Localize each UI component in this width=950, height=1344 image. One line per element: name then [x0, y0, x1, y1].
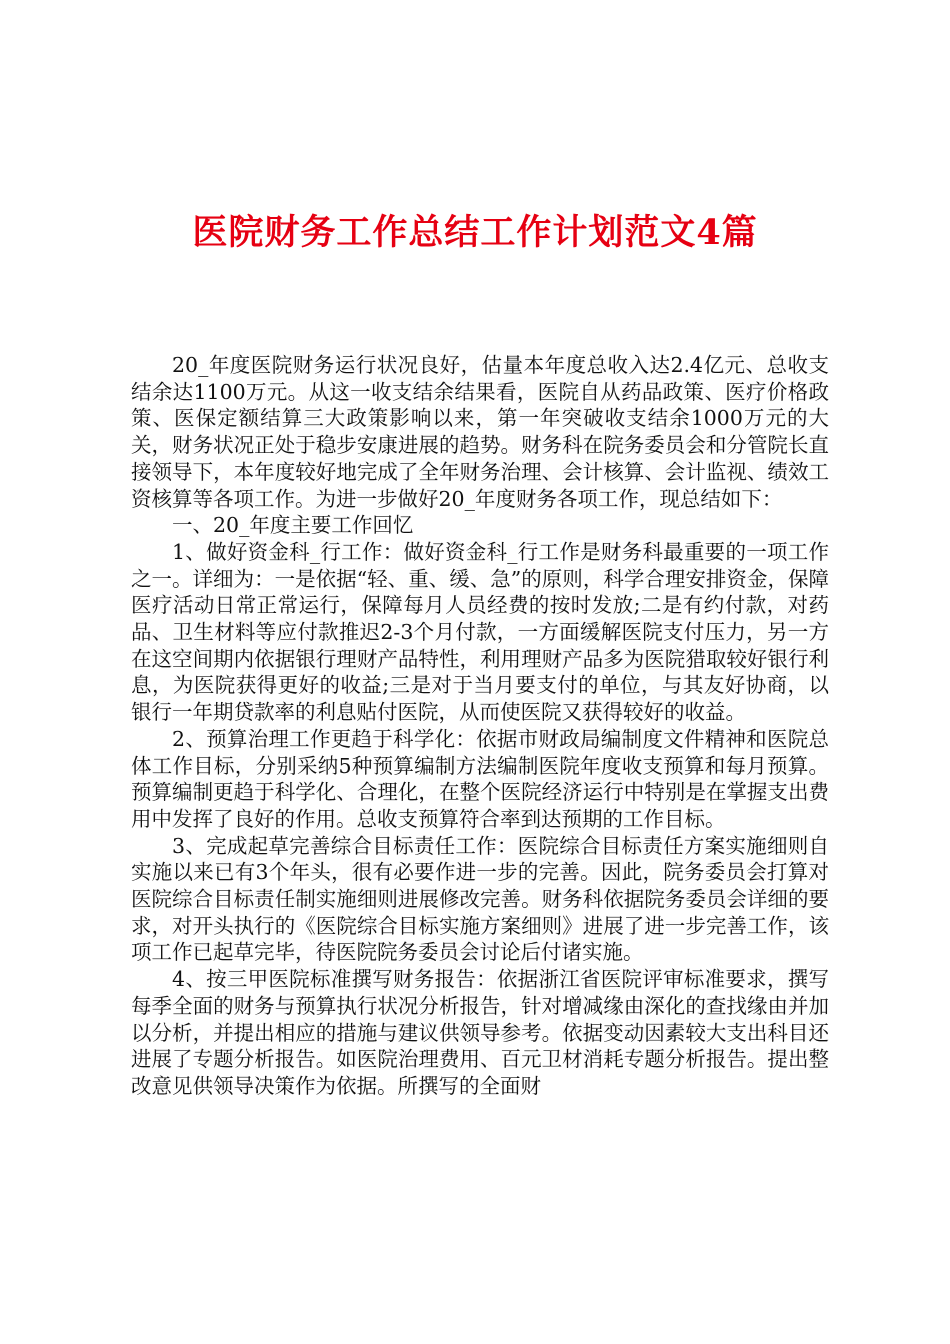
document-body [131, 352, 829, 1100]
paragraph-item-4: 4、按三甲医院标准撰写财务报告：依据浙江省医院评审标准要求，撰写每季全面的财务与预算执行状况分析报告，针对增减缘由深化的查找缘由并加以分析，并提出相应的措施与建议供领导参考。依据变动因素较大支出科目还进展了专题分析报告。如医院治理费用、百元卫材消耗专题分析报告。提出整改意见供领导决策作为依据。所撰写的全面财 [131, 967, 829, 1098]
paragraph-intro: 20_年度医院财务运行状况良好，估量本年度总收入达2.4亿元、总收支结余达1100万元。从这一收支结余结果看，医院自从药品政策、医疗价格政策、医保定额结算三大政策影响以来，第一年突破收支结余1000万元的大关，财务状况正处于稳步安康进展的趋势。财务科在院务委员会和分管院长直接领导下，本年度较好地完成了全年财务治理、会计核算、会计监视、绩效工资核算等各项工作。为进一步做好20_年度财务各项工作，现总结如下： [131, 353, 829, 511]
paragraph-item-3: 3、完成起草完善综合目标责任工作：医院综合目标责任方案实施细则自实施以来已有3个年头，很有必要作进一步的完善。因此，院务委员会打算对医院综合目标责任制实施细则进展修改完善。财务科依据院务委员会详细的要求，对开头执行的《医院综合目标实施方案细则》进展了进一步完善工作，该项工作已起草完毕，待医院院务委员会讨论后付诸实施。 [131, 833, 829, 965]
document-title: 医院财务工作总结工作计划范文4篇 [192, 212, 758, 253]
paragraph-section-heading: 一、20_年度主要工作回忆 [172, 513, 414, 538]
paragraph-item-2: 2、预算治理工作更趋于科学化：依据市财政局编制度文件精神和医院总体工作目标，分别采纳5种预算编制方法编制医院年度收支预算和每月预算。预算编制更趋于科学化、合理化，在整个医院经济运行中特别是在掌握支出费用中发挥了良好的作用。总收支预算符合率到达预期的工作目标。 [131, 726, 829, 831]
paragraph-item-1: 1、做好资金科_行工作：做好资金科_行工作是财务科最重要的一项工作之一。详细为：一是依据“轻、重、缓、急”的原则，科学合理安排资金，保障医疗活动日常正常运行，保障每月人员经费的按时发放;二是有约付款，对药品、卫生材料等应付款推迟2-3个月付款，一方面缓解医院支付压力，另一方在这空间期内依据银行理财产品特性，利用理财产品多为医院猎取较好银行利息，为医院获得更好的收益;三是对于当月要支付的单位，与其友好协商，以银行一年期贷款率的利息贴付医院，从而使医院又获得较好的收益。 [131, 539, 829, 725]
